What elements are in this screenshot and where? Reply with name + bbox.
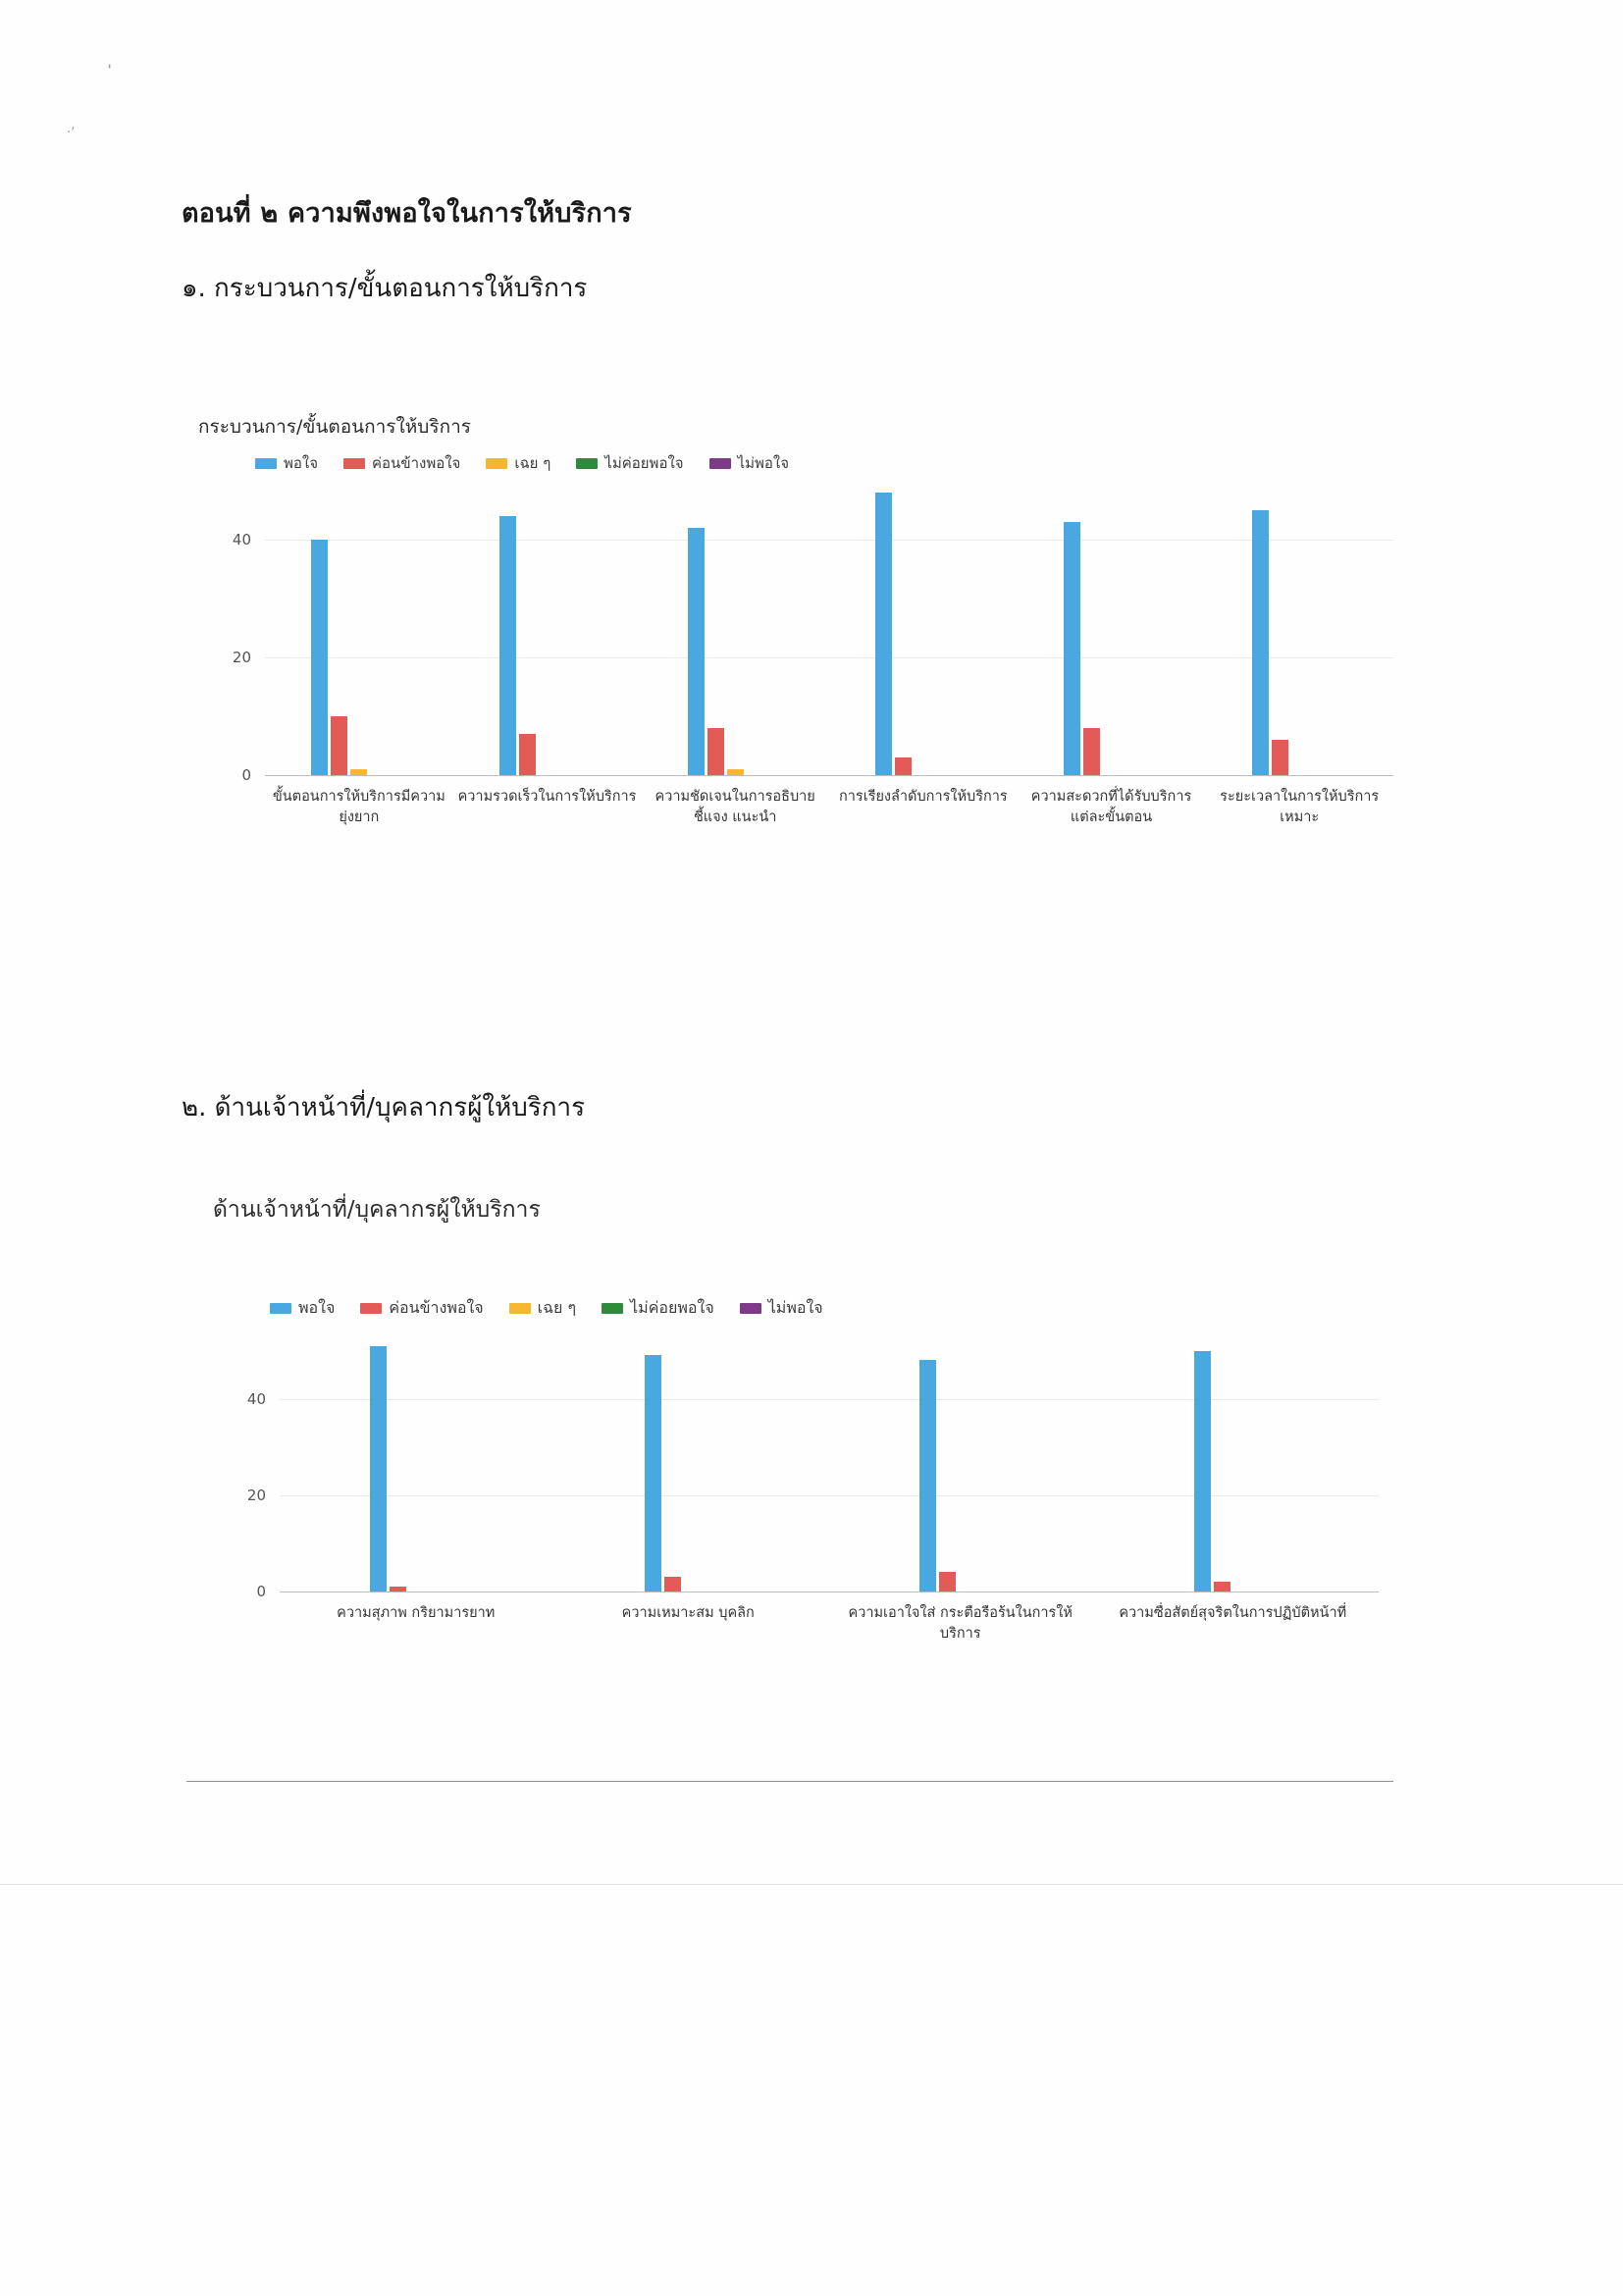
x-axis-category-label: ขั้นตอนการให้บริการมีความยุ่งยาก — [272, 789, 445, 826]
x-axis-category-label: ความชัดเจนในการอธิบาย ชี้แจง แนะนำ — [654, 789, 815, 826]
y-axis-tick-label: 40 — [246, 1389, 266, 1408]
x-axis-category-label: ความสะดวกที่ได้รับบริการแต่ละขั้นตอน — [1030, 789, 1192, 826]
x-axis-category-label: การเรียงลำดับการให้บริการ — [838, 789, 1008, 805]
legend-swatch-icon — [255, 458, 277, 469]
bar-group — [1018, 481, 1206, 775]
legend-label: เฉย ๆ — [537, 1298, 577, 1317]
bar-group — [829, 481, 1018, 775]
legend-swatch-icon — [360, 1303, 382, 1314]
chart-2-container — [211, 1192, 1388, 1644]
legend-swatch-icon — [576, 458, 598, 469]
bar-group — [829, 1327, 1104, 1592]
legend-swatch-icon — [509, 1303, 531, 1314]
bar-groups — [280, 1327, 1379, 1592]
bar — [919, 1360, 936, 1592]
bar — [519, 734, 536, 775]
legend-swatch-icon — [602, 1303, 623, 1314]
bar — [370, 1346, 387, 1592]
legend-item — [509, 1296, 576, 1321]
legend-label: ไม่พอใจ — [737, 454, 790, 472]
bar — [1064, 522, 1080, 775]
legend-item — [255, 451, 318, 475]
y-axis-tick-label: 40 — [232, 531, 251, 548]
legend-label: พอใจ — [284, 454, 319, 472]
scan-artifact-mark: ʻ — [106, 60, 116, 80]
bar — [1252, 510, 1269, 775]
legend-item — [709, 451, 789, 475]
bar — [1214, 1582, 1230, 1592]
x-axis-category-label: ความเอาใจใส่ กระตือรือร้นในการให้บริการ — [848, 1605, 1073, 1643]
bar — [350, 769, 367, 775]
y-axis-tick-label: 20 — [232, 649, 251, 666]
chart-1-container — [196, 412, 1403, 828]
page-edge-line — [0, 1884, 1623, 1885]
chart-1-title: กระบวนการ/ขั้นตอนการให้บริการ — [198, 416, 471, 438]
bar — [1083, 728, 1100, 775]
bar — [875, 493, 892, 775]
heading-item-1: ๑. กระบวนการ/ขั้นตอนการให้บริการ — [182, 274, 588, 303]
legend-swatch-icon — [740, 1303, 761, 1314]
legend-swatch-icon — [486, 458, 507, 469]
legend-swatch-icon — [343, 458, 365, 469]
chart-2-plot — [211, 1327, 1388, 1600]
x-axis-category-label: ระยะเวลาในการให้บริการเหมาะ — [1220, 789, 1380, 826]
bar — [688, 528, 705, 775]
legend-swatch-icon — [270, 1303, 291, 1314]
bar-group — [641, 481, 829, 775]
bar — [707, 728, 724, 775]
bar — [390, 1587, 406, 1592]
bar-group — [265, 481, 453, 775]
footer-divider — [186, 1781, 1393, 1782]
x-axis-category-label: ความรวดเร็วในการให้บริการ — [457, 789, 637, 805]
x-axis-category-label: ความสุภาพ กริยามารยาท — [337, 1605, 496, 1621]
bar — [939, 1572, 956, 1592]
legend-label: พอใจ — [298, 1298, 336, 1317]
bar — [311, 540, 328, 775]
chart-1-plot — [196, 481, 1403, 784]
legend-swatch-icon — [709, 458, 731, 469]
x-axis-line — [265, 775, 1393, 776]
bar — [1272, 740, 1288, 775]
legend-item — [343, 451, 460, 475]
legend-label: ไม่พอใจ — [767, 1298, 823, 1317]
x-axis-category-label: ความซื่อสัตย์สุจริตในการปฏิบัติหน้าที่ — [1119, 1605, 1347, 1621]
legend-item — [270, 1296, 335, 1321]
bar-group — [280, 1327, 554, 1592]
legend-label: ไม่ค่อยพอใจ — [630, 1298, 714, 1317]
legend-item — [602, 1296, 714, 1321]
legend-item — [486, 451, 550, 475]
legend-item — [576, 451, 683, 475]
legend-label: ไม่ค่อยพอใจ — [604, 454, 684, 472]
y-axis-tick-label: 20 — [246, 1486, 266, 1504]
x-axis-category-label: ความเหมาะสม บุคลิก — [621, 1605, 755, 1621]
bar — [1194, 1351, 1211, 1592]
legend-label: เฉย ๆ — [514, 454, 551, 472]
chart-2-title: ด้านเจ้าหน้าที่/บุคลากรผู้ให้บริการ — [213, 1197, 541, 1223]
bar — [727, 769, 744, 775]
chart-2-legend — [270, 1296, 1388, 1321]
bar-group — [554, 1327, 829, 1592]
bar-group — [1104, 1327, 1379, 1592]
legend-item — [740, 1296, 823, 1321]
bar — [331, 716, 347, 775]
bar-group — [453, 481, 642, 775]
y-axis-tick-label: 0 — [241, 766, 251, 784]
bar — [895, 757, 912, 775]
bar — [499, 516, 516, 775]
y-axis-tick-label: 0 — [256, 1583, 266, 1600]
bar-group — [1205, 481, 1393, 775]
legend-label: ค่อนข้างพอใจ — [389, 1298, 484, 1317]
legend-label: ค่อนข้างพอใจ — [372, 454, 461, 472]
bar-groups — [265, 481, 1393, 775]
bar — [645, 1355, 661, 1592]
heading-item-2: ๒. ด้านเจ้าหน้าที่/บุคลากรผู้ให้บริการ — [182, 1093, 586, 1122]
page-title: ตอนที่ ๒ ความพึงพอใจในการให้บริการ — [182, 198, 632, 229]
chart-2-x-axis-labels — [280, 1603, 1369, 1644]
bar — [664, 1577, 681, 1592]
legend-item — [360, 1296, 483, 1321]
chart-1-legend — [255, 451, 1403, 475]
scan-artifact-dot: ·ʼ — [67, 126, 76, 140]
chart-1-x-axis-labels — [265, 787, 1393, 828]
